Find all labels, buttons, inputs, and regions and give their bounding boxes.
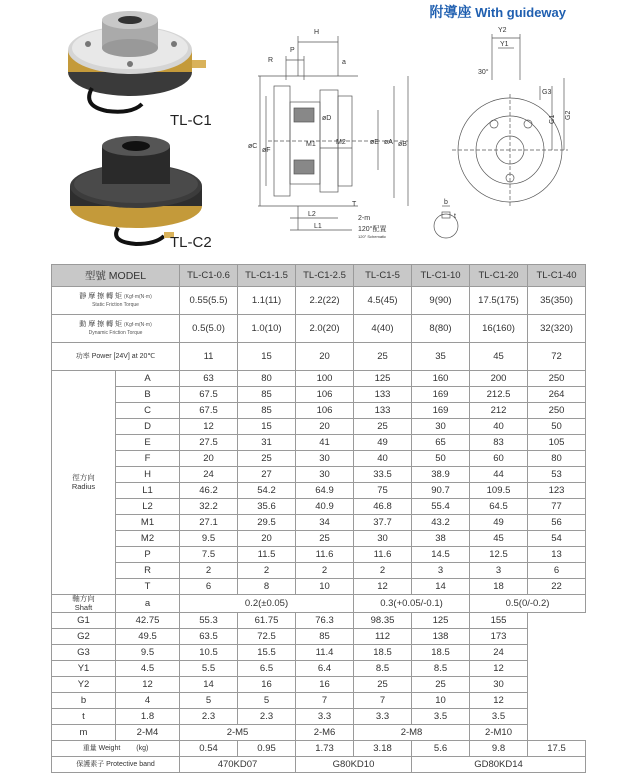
table-cell: 0.5(5.0) xyxy=(180,315,238,343)
table-cell: 106 xyxy=(296,403,354,419)
table-cell: 155 xyxy=(470,613,528,629)
row-symbol: t xyxy=(52,709,116,725)
table-cell: 14 xyxy=(180,677,238,693)
dynamic-torque-label: 動 摩 擦 轉 矩 (Kgf·m(N·m) Dynamic Friction Torque xyxy=(52,315,180,343)
table-cell: 3 xyxy=(470,563,528,579)
table-cell: 25 xyxy=(354,677,412,693)
product-header-area xyxy=(0,0,620,262)
table-cell: 100 xyxy=(296,371,354,387)
table-cell: 9(90) xyxy=(412,287,470,315)
dimension-drawing-front xyxy=(238,20,428,242)
table-cell: 63 xyxy=(180,371,238,387)
table-cell: 4(40) xyxy=(354,315,412,343)
table-cell: 61.75 xyxy=(238,613,296,629)
radius-cn: 徑方向 xyxy=(72,472,95,482)
table-cell: 106 xyxy=(296,387,354,403)
svg-text:øE: øE xyxy=(370,139,379,146)
row-symbol: G3 xyxy=(52,645,116,661)
model-col-4: TL-C1-5 xyxy=(354,265,412,287)
weight-label: 重量 Weight (kg) xyxy=(52,741,180,757)
table-cell: 6.4 xyxy=(296,661,354,677)
table-cell: 0.54 xyxy=(180,741,238,757)
radius-section xyxy=(52,371,586,595)
table-cell: 30 xyxy=(296,451,354,467)
table-cell: 3.3 xyxy=(296,709,354,725)
table-cell: 112 xyxy=(354,629,412,645)
power-label: 功率 Power [24V] at 20℃ xyxy=(52,343,180,371)
row-symbol: P xyxy=(116,547,180,563)
section-title: 附導座 With guideway xyxy=(429,4,566,20)
svg-text:R: R xyxy=(268,57,274,64)
shaft-group-label: 軸方向 Shaft xyxy=(52,595,116,613)
table-cell: 27.1 xyxy=(180,515,238,531)
svg-text:b: b xyxy=(444,199,448,206)
table-cell: 16 xyxy=(238,677,296,693)
table-row xyxy=(52,629,586,645)
power-row xyxy=(52,343,586,371)
table-cell: 80 xyxy=(238,371,296,387)
table-cell: 173 xyxy=(470,629,528,645)
svg-text:M1: M1 xyxy=(306,141,316,148)
table-row xyxy=(52,645,586,661)
table-cell: 44 xyxy=(470,467,528,483)
table-cell: 64.5 xyxy=(470,499,528,515)
table-cell: 24 xyxy=(180,467,238,483)
table-cell: 2 xyxy=(296,563,354,579)
table-row xyxy=(52,693,586,709)
dynamic-torque-row xyxy=(52,315,586,343)
table-cell: 20 xyxy=(296,419,354,435)
protective-band-row xyxy=(52,757,586,773)
table-row xyxy=(52,613,586,629)
table-cell: 15.5 xyxy=(238,645,296,661)
table-cell: 24 xyxy=(470,645,528,661)
table-cell: 77 xyxy=(528,499,586,515)
row-symbol: G2 xyxy=(52,629,116,645)
table-cell: 10 xyxy=(412,693,470,709)
table-cell: 0.95 xyxy=(238,741,296,757)
table-cell: 30 xyxy=(470,677,528,693)
table-cell: 8 xyxy=(238,579,296,595)
table-row xyxy=(52,661,586,677)
model-col-2: TL-C1-1.5 xyxy=(238,265,296,287)
table-cell: 7 xyxy=(354,693,412,709)
row-symbol: L2 xyxy=(116,499,180,515)
table-row xyxy=(52,579,586,595)
table-cell: 470KD07 xyxy=(180,757,296,773)
table-cell: 65 xyxy=(412,435,470,451)
table-row xyxy=(52,403,586,419)
table-cell: 264 xyxy=(528,387,586,403)
product-photo-tl-c1 xyxy=(52,6,217,126)
shaft-m-row xyxy=(52,725,586,741)
table-cell: 212 xyxy=(470,403,528,419)
table-cell: 40 xyxy=(354,451,412,467)
table-cell: 2.2(22) xyxy=(296,287,354,315)
table-row xyxy=(52,547,586,563)
table-cell: 50 xyxy=(528,419,586,435)
table-cell: 6.5 xyxy=(238,661,296,677)
table-cell: 72 xyxy=(528,343,586,371)
row-symbol: Y2 xyxy=(52,677,116,693)
row-symbol: G1 xyxy=(52,613,116,629)
table-cell: 4.5 xyxy=(116,661,180,677)
table-cell: 75 xyxy=(354,483,412,499)
table-cell: 0.3(+0.05/-0.1) xyxy=(354,595,470,613)
svg-text:øD: øD xyxy=(322,115,332,122)
table-cell: 20 xyxy=(238,531,296,547)
table-cell: 12 xyxy=(354,579,412,595)
table-cell: 15 xyxy=(238,419,296,435)
table-cell: 11.4 xyxy=(296,645,354,661)
table-cell: 54 xyxy=(528,531,586,547)
svg-text:øF: øF xyxy=(262,147,271,154)
table-cell: 85 xyxy=(296,629,354,645)
table-row xyxy=(52,467,586,483)
svg-text:G3: G3 xyxy=(542,89,552,96)
table-cell: 27 xyxy=(238,467,296,483)
table-cell: 18 xyxy=(470,579,528,595)
table-cell: 53 xyxy=(528,467,586,483)
table-cell: 2 xyxy=(238,563,296,579)
table-cell: 60 xyxy=(470,451,528,467)
table-cell: 14.5 xyxy=(412,547,470,563)
table-row xyxy=(52,709,586,725)
table-cell: 3.3 xyxy=(354,709,412,725)
table-cell: 98.35 xyxy=(354,613,412,629)
model-col-6: TL-C1-20 xyxy=(470,265,528,287)
table-cell: 4 xyxy=(116,693,180,709)
table-cell: 169 xyxy=(412,387,470,403)
row-symbol: M1 xyxy=(116,515,180,531)
table-cell: 2-M5 xyxy=(180,725,296,741)
table-row xyxy=(52,483,586,499)
model-col-7: TL-C1-40 xyxy=(528,265,586,287)
table-cell: 1.73 xyxy=(296,741,354,757)
table-cell: 105 xyxy=(528,435,586,451)
table-cell: 33.5 xyxy=(354,467,412,483)
table-cell: 11.5 xyxy=(238,547,296,563)
table-cell: 11 xyxy=(180,343,238,371)
row-symbol: D xyxy=(116,419,180,435)
svg-text:t: t xyxy=(454,213,456,220)
table-cell: 0.5(0/-0.2) xyxy=(470,595,586,613)
table-cell: 55.3 xyxy=(180,613,238,629)
svg-text:G1: G1 xyxy=(549,114,556,124)
table-cell: 3 xyxy=(412,563,470,579)
table-cell: 67.5 xyxy=(180,403,238,419)
static-torque-row xyxy=(52,287,586,315)
table-row xyxy=(52,387,586,403)
table-cell: 25 xyxy=(354,343,412,371)
table-cell: 34 xyxy=(296,515,354,531)
table-cell: 31 xyxy=(238,435,296,451)
table-row xyxy=(52,371,586,387)
table-cell: 9.5 xyxy=(116,645,180,661)
table-cell: 10 xyxy=(296,579,354,595)
table-cell: 11.6 xyxy=(296,547,354,563)
table-cell: 17.5(175) xyxy=(470,287,528,315)
row-symbol: M2 xyxy=(116,531,180,547)
table-cell: 2-M10 xyxy=(470,725,528,741)
table-cell: 138 xyxy=(412,629,470,645)
key-detail-drawing xyxy=(428,196,468,242)
table-cell: 46.2 xyxy=(180,483,238,499)
table-cell: 10.5 xyxy=(180,645,238,661)
table-cell: 55.4 xyxy=(412,499,470,515)
table-cell: 2 xyxy=(354,563,412,579)
table-cell: 40 xyxy=(470,419,528,435)
specification-table xyxy=(51,264,586,773)
table-row xyxy=(52,677,586,693)
table-row xyxy=(52,419,586,435)
table-cell: 30 xyxy=(412,419,470,435)
table-cell: 160 xyxy=(412,371,470,387)
table-cell: 8.5 xyxy=(354,661,412,677)
table-cell: 37.7 xyxy=(354,515,412,531)
table-cell: 1.8 xyxy=(116,709,180,725)
row-symbol: R xyxy=(116,563,180,579)
table-cell: 49.5 xyxy=(116,629,180,645)
table-cell: 109.5 xyxy=(470,483,528,499)
table-cell: 133 xyxy=(354,403,412,419)
table-row xyxy=(52,451,586,467)
table-cell: 41 xyxy=(296,435,354,451)
dimension-drawing-side xyxy=(452,20,578,210)
svg-text:a: a xyxy=(342,59,346,66)
table-cell: 32(320) xyxy=(528,315,586,343)
table-cell: 50 xyxy=(412,451,470,467)
svg-text:H: H xyxy=(314,29,320,36)
table-cell: 29.5 xyxy=(238,515,296,531)
table-cell: 250 xyxy=(528,403,586,419)
model-header: 型號 MODEL xyxy=(52,265,180,287)
table-cell: 45 xyxy=(470,531,528,547)
table-cell: 6 xyxy=(528,563,586,579)
table-row xyxy=(52,499,586,515)
table-cell: 2-M6 xyxy=(296,725,354,741)
table-cell: 22 xyxy=(528,579,586,595)
table-cell: 15 xyxy=(238,343,296,371)
table-cell: 5 xyxy=(180,693,238,709)
svg-text:120° Schematic: 120° Schematic xyxy=(358,234,387,239)
row-symbol: L1 xyxy=(116,483,180,499)
table-cell: 0.2(±0.05) xyxy=(180,595,354,613)
svg-text:G2: G2 xyxy=(565,110,572,120)
table-cell: 2.3 xyxy=(180,709,238,725)
table-cell: 38 xyxy=(412,531,470,547)
table-cell: 67.5 xyxy=(180,387,238,403)
table-cell: 9.5 xyxy=(180,531,238,547)
table-cell: 20 xyxy=(296,343,354,371)
table-cell: 2 xyxy=(180,563,238,579)
table-cell: 49 xyxy=(470,515,528,531)
table-cell: 2.0(20) xyxy=(296,315,354,343)
row-symbol: b xyxy=(52,693,116,709)
table-cell: 0.55(5.5) xyxy=(180,287,238,315)
table-cell: 43.2 xyxy=(412,515,470,531)
table-cell: 76.3 xyxy=(296,613,354,629)
row-symbol: Y1 xyxy=(52,661,116,677)
model-col-1: TL-C1-0.6 xyxy=(180,265,238,287)
table-cell: 133 xyxy=(354,387,412,403)
table-cell: 18.5 xyxy=(412,645,470,661)
table-cell: 3.18 xyxy=(354,741,412,757)
table-cell: 123 xyxy=(528,483,586,499)
table-cell: 38.9 xyxy=(412,467,470,483)
row-symbol: E xyxy=(116,435,180,451)
svg-text:2-m: 2-m xyxy=(358,215,371,222)
row-symbol: C xyxy=(116,403,180,419)
svg-text:øB: øB xyxy=(398,141,407,148)
svg-text:øA: øA xyxy=(384,139,393,146)
static-torque-label: 靜 摩 擦 轉 矩 (Kgf·m(N·m) Static Friction Torque xyxy=(52,287,180,315)
table-cell: 16(160) xyxy=(470,315,528,343)
svg-text:Y2: Y2 xyxy=(498,27,507,34)
table-cell: 49 xyxy=(354,435,412,451)
table-cell: 45 xyxy=(470,343,528,371)
table-row xyxy=(52,435,586,451)
svg-text:T: T xyxy=(352,201,357,208)
table-cell: 2-M8 xyxy=(354,725,470,741)
shaft-section xyxy=(52,613,586,725)
table-row xyxy=(52,515,586,531)
table-cell: 40.9 xyxy=(296,499,354,515)
table-cell: 1.0(10) xyxy=(238,315,296,343)
row-symbol: B xyxy=(116,387,180,403)
table-cell: 35.6 xyxy=(238,499,296,515)
table-cell: 125 xyxy=(354,371,412,387)
table-cell: 2.3 xyxy=(238,709,296,725)
table-cell: 56 xyxy=(528,515,586,531)
table-header-row xyxy=(52,265,586,287)
weight-row xyxy=(52,741,586,757)
table-cell: 18.5 xyxy=(354,645,412,661)
table-cell: 3.5 xyxy=(412,709,470,725)
table-cell: 125 xyxy=(412,613,470,629)
table-cell: 25 xyxy=(412,677,470,693)
table-cell: 27.5 xyxy=(180,435,238,451)
product-label-tl-c1: TL-C1 xyxy=(170,112,212,129)
table-cell: 9.8 xyxy=(470,741,528,757)
svg-text:30°: 30° xyxy=(478,69,489,76)
table-cell: 212.5 xyxy=(470,387,528,403)
svg-text:P: P xyxy=(290,47,295,54)
table-cell: 3.5 xyxy=(470,709,528,725)
table-cell: 11.6 xyxy=(354,547,412,563)
table-cell: 4.5(45) xyxy=(354,287,412,315)
row-symbol: F xyxy=(116,451,180,467)
svg-text:M2: M2 xyxy=(336,139,346,146)
table-cell: 16 xyxy=(296,677,354,693)
table-row xyxy=(52,531,586,547)
svg-text:øC: øC xyxy=(248,143,258,150)
row-symbol: m xyxy=(52,725,116,741)
table-cell: 90.7 xyxy=(412,483,470,499)
table-cell: 25 xyxy=(296,531,354,547)
table-cell: 200 xyxy=(470,371,528,387)
protective-band-label: 保護素子 Protective band xyxy=(52,757,180,773)
row-symbol: H xyxy=(116,467,180,483)
table-row xyxy=(52,563,586,579)
table-cell: 63.5 xyxy=(180,629,238,645)
table-cell: 2-M4 xyxy=(116,725,180,741)
table-cell: 7 xyxy=(296,693,354,709)
table-cell: 12 xyxy=(180,419,238,435)
table-cell: GD80KD14 xyxy=(412,757,586,773)
table-cell: 12 xyxy=(116,677,180,693)
table-cell: 12 xyxy=(470,693,528,709)
table-cell: 25 xyxy=(354,419,412,435)
radius-en: Radius xyxy=(71,481,96,491)
shaft-a-row xyxy=(52,595,586,613)
table-cell: 12 xyxy=(470,661,528,677)
table-cell: 7.5 xyxy=(180,547,238,563)
table-cell: 80 xyxy=(528,451,586,467)
table-cell: 72.5 xyxy=(238,629,296,645)
table-cell: 5.6 xyxy=(412,741,470,757)
table-cell: 42.75 xyxy=(116,613,180,629)
row-symbol: T xyxy=(116,579,180,595)
table-cell: 30 xyxy=(354,531,412,547)
table-cell: 64.9 xyxy=(296,483,354,499)
table-cell: 8(80) xyxy=(412,315,470,343)
table-cell: 12.5 xyxy=(470,547,528,563)
table-cell: 20 xyxy=(180,451,238,467)
table-cell: 250 xyxy=(528,371,586,387)
table-cell: 5.5 xyxy=(180,661,238,677)
radius-group-label xyxy=(52,371,116,595)
product-label-tl-c2: TL-C2 xyxy=(170,234,212,251)
table-cell: 17.5 xyxy=(528,741,586,757)
table-cell: 14 xyxy=(412,579,470,595)
table-cell: 13 xyxy=(528,547,586,563)
table-cell: 46.8 xyxy=(354,499,412,515)
table-cell: 85 xyxy=(238,403,296,419)
table-cell: 6 xyxy=(180,579,238,595)
table-cell: 169 xyxy=(412,403,470,419)
row-symbol: a xyxy=(116,595,180,613)
table-cell: 8.5 xyxy=(412,661,470,677)
table-cell: 5 xyxy=(238,693,296,709)
model-col-3: TL-C1-2.5 xyxy=(296,265,354,287)
table-cell: G80KD10 xyxy=(296,757,412,773)
table-cell: 30 xyxy=(296,467,354,483)
table-cell: 32.2 xyxy=(180,499,238,515)
table-cell: 54.2 xyxy=(238,483,296,499)
table-cell: 25 xyxy=(238,451,296,467)
table-cell: 85 xyxy=(238,387,296,403)
svg-text:L1: L1 xyxy=(314,223,322,230)
table-cell: 35 xyxy=(412,343,470,371)
svg-text:120°配置: 120°配置 xyxy=(358,226,387,233)
table-cell: 83 xyxy=(470,435,528,451)
table-cell: 35(350) xyxy=(528,287,586,315)
table-cell: 1.1(11) xyxy=(238,287,296,315)
svg-text:L2: L2 xyxy=(308,211,316,218)
model-col-5: TL-C1-10 xyxy=(412,265,470,287)
svg-text:Y1: Y1 xyxy=(500,41,509,48)
row-symbol: A xyxy=(116,371,180,387)
